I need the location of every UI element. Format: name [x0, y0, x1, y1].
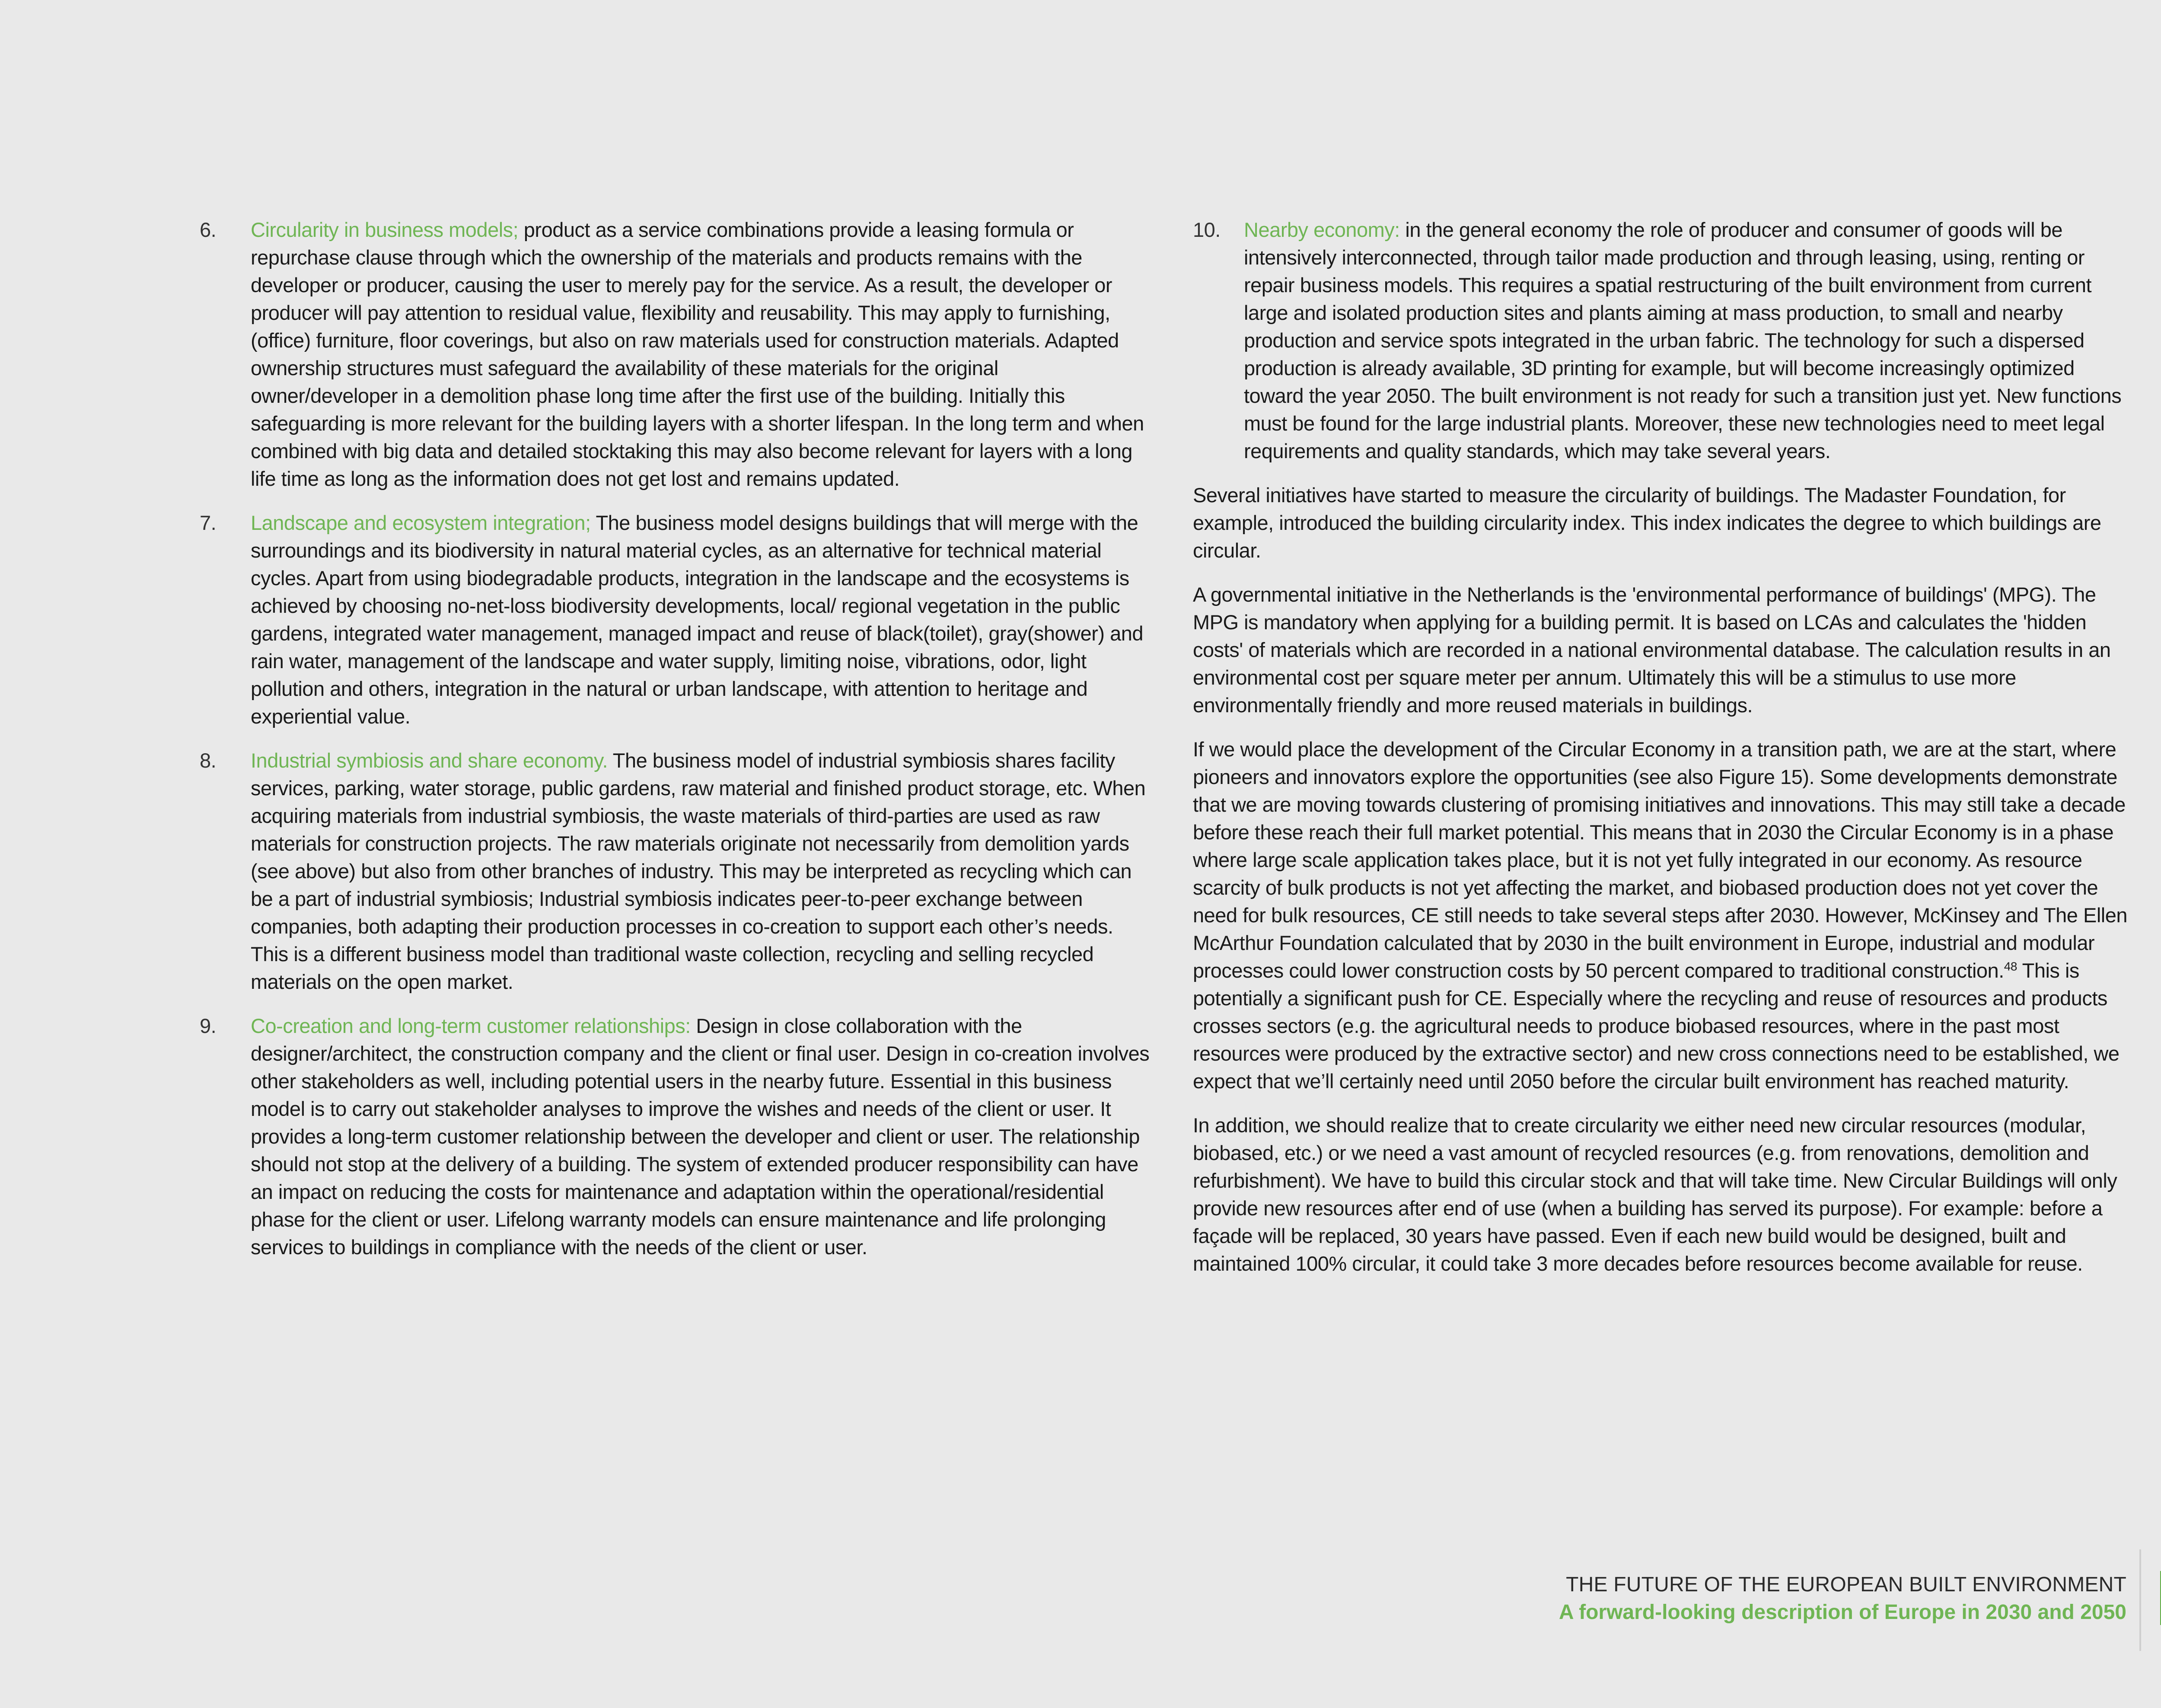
footnote-reference: 48: [2004, 959, 2017, 973]
list-number: 9.: [200, 1014, 217, 1037]
list-term: Industrial symbiosis and share economy.: [251, 749, 608, 772]
list-text: Design in close collaboration with the designer/architect, the construction company and the client or final user. Design in co-creation involves other stakeholders as well, including potential users in the nearby future. Essential in this business model is to carry out stakeholder analyses to improve the wishes and needs of the client or user. It provides a long-term customer relationship between the developer and client or user. The relationship should not stop at the delivery of a building. The system of extended producer responsibility can have an impact on reducing the costs for maintenance and adaptation within the operational/residential phase for the client or user. Lifelong warranty models can ensure maintenance and life prolonging services to buildings in compliance with the needs of the client or user.: [251, 1014, 1150, 1259]
list-item-6: [200, 216, 1151, 493]
list-term: Co-creation and long-term customer relationships:: [251, 1014, 691, 1037]
paragraph-mpg: A governmental initiative in the Netherlands is the 'environmental performance of buildings' (MPG). The MPG is mandatory when applying for a building permit. It is based on LCAs and calculates the 'hidden costs' of materials which are recorded in a national environmental database. The calculation results in an environmental cost per square meter per annum. Ultimately this will be a stimulus to use more environmentally friendly and more reused materials in buildings.: [1193, 583, 2111, 717]
paragraph-circular-stock: In addition, we should realize that to create circularity we either need new circular resources (modular, biobased, etc.) or we need a vast amount of recycled resources (e.g. from renovations, demolition and refurbishment). We have to build this circular stock and that will take time. New Circular Buildings will only provide new resources after end of use (when a building has served its purpose). For example: before a façade will be replaced, 30 years have passed. Even if each new build would be designed, built and maintained 100% circular, it could take 3 more decades before resources become available for reuse.: [1193, 1114, 2117, 1275]
list-item-9: [200, 1012, 1151, 1261]
paragraph-text: If we would place the development of the Circular Economy in a transition path, we are at the start, where pioneers and innovators explore the opportunities (see also Figure 15). Some developments demonstrate that we are moving towards clustering of promising initiatives and innovations. This may still take a decade before these reach their full market potential. This means that in 2030 the Circular Economy is in a phase where large scale application takes place, but it is not yet fully integrated in our economy. As resource scarcity of bulk products is not yet affecting the market, and biobased production does not yet cover the need for bulk resources, CE still needs to take several steps after 2030. However, McKinsey and The Ellen McArthur Foundation calculated that by 2030 in the built environment in Europe, industrial and modular processes could lower construction costs by 50 percent compared to traditional construction.: [1193, 738, 2128, 982]
footer-subtitle: A forward-looking description of Europe in 2030 and 2050: [1559, 1601, 2126, 1624]
footer-divider: [2139, 1549, 2141, 1651]
list-term: Nearby economy:: [1244, 218, 1400, 241]
list-text: The business model of industrial symbiosis shares facility services, parking, water storage, public gardens, raw material and finished product storage, etc. When acquiring materials from industrial symbiosis, the waste materials of third-parties are used as raw materials for construction projects. The raw materials originate not necessarily from demolition yards (see above) but also from other branches of industry. This may be interpreted as recycling which can be a part of industrial symbiosis; Industrial symbiosis indicates peer-to-peer exchange between companies, both adapting their production processes in co-creation to support each other’s needs. This is a different business model than traditional waste collection, recycling and selling recycled materials on the open market.: [251, 749, 1146, 993]
list-text: The business model designs buildings that will merge with the surroundings and its biodiversity in natural material cycles, as an alternative for technical material cycles. Apart from using biodegradable products, integration in the landscape and the ecosystems is achieved by choosing no-net-loss biodiversity developments, local/ regional vegetation in the public gardens, integrated water management, managed impact and reuse of black(toilet), gray(shower) and rain water, management of the landscape and water supply, limiting noise, vibrations, odor, light pollution and others, integration in the natural or urban landscape, with attention to heritage and experiential value.: [251, 511, 1144, 728]
left-column: [200, 216, 1151, 1278]
right-column: [1193, 216, 2139, 1294]
footer-title: THE FUTURE OF THE EUROPEAN BUILT ENVIRONMENT: [1566, 1573, 2126, 1596]
list-term: Circularity in business models;: [251, 218, 519, 241]
list-item-8: [200, 747, 1151, 996]
list-text: in the general economy the role of producer and consumer of goods will be intensively interconnected, through tailor made production and through leasing, using, renting or repair business models. This requires a spatial restructuring of the built environment from current large and isolated production sites and plants aiming at mass production, to small and nearby production and service spots integrated in the urban fabric. The technology for such a dispersed production is already available, 3D printing for example, but will become increasingly optimized toward the year 2050. The built environment is not ready for such a transition just yet. New functions must be found for the large industrial plants. Moreover, these new technologies need to meet legal requirements and quality standards, which may take several years.: [1244, 218, 2122, 462]
list-number: 7.: [200, 511, 217, 534]
list-text: product as a service combinations provide a leasing formula or repurchase clause through which the ownership of the materials and products remains with the developer or producer, causing the user to merely pay for the service. As a result, the developer or producer will pay attention to residual value, flexibility and reusability. This may apply to furnishing, (office) furniture, floor coverings, but also on raw materials used for construction materials. Adapted ownership structures must safeguard the availability of these materials for the original owner/developer in a demolition phase long time after the first use of the building. Initially this safeguarding is more relevant for the building layers with a shorter lifespan. In the long term and when combined with big data and detailed stocktaking this may also become relevant for layers with a long life time as long as the information does not get lost and remains updated.: [251, 218, 1144, 490]
paragraph-text: This is potentially a significant push for CE. Especially where the recycling and reuse of resources and products crosses sectors (e.g. the agricultural needs to produce biobased resources, where in the past most resources were produced by the extractive sector) and new cross connections need to be established, we expect that we’ll certainly need until 2050 before the circular built environment has reached maturity.: [1193, 959, 2120, 1093]
list-number: 6.: [200, 218, 217, 241]
list-item-7: [200, 509, 1151, 730]
page-footer: [1559, 1571, 2126, 1626]
list-item-10: [1193, 216, 2139, 465]
list-term: Landscape and ecosystem integration;: [251, 511, 591, 534]
paragraph-circularity-index: Several initiatives have started to measure the circularity of buildings. The Madaster Foundation, for example, introduced the building circularity index. This index indicates the degree to which buildings are circular.: [1193, 484, 2101, 562]
paragraph-transition-path: [1193, 736, 2139, 1095]
list-number: 10.: [1193, 218, 1221, 241]
list-number: 8.: [200, 749, 217, 772]
